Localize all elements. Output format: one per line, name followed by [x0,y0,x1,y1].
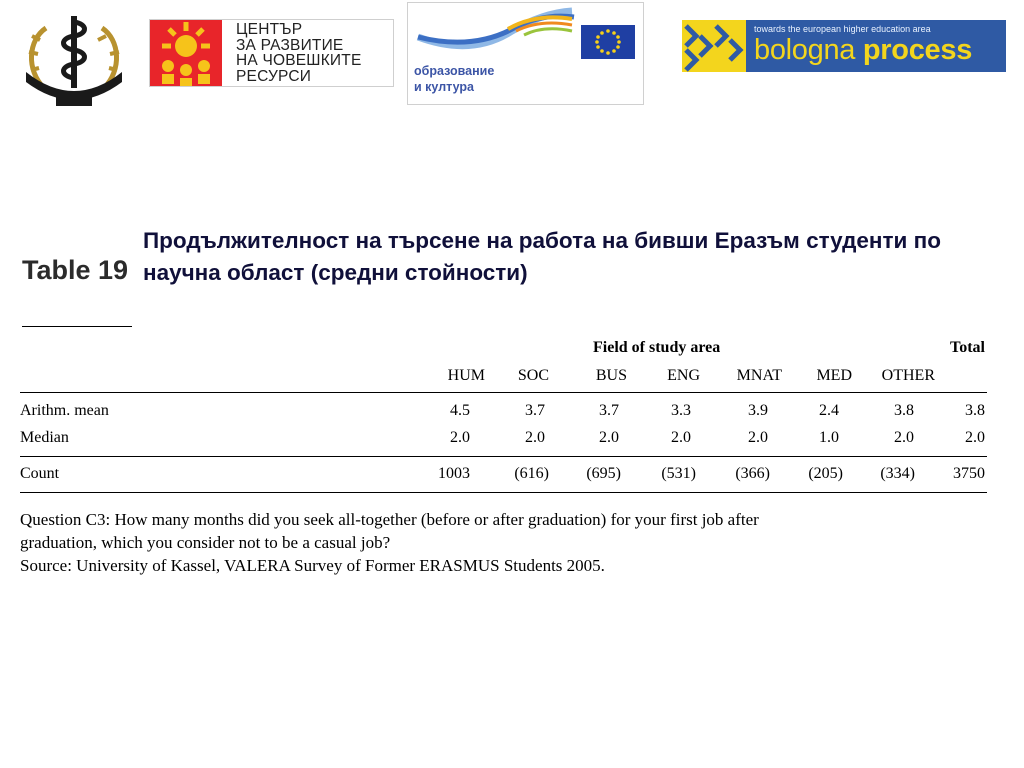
table-column-header-row [20,367,987,389]
caption-question-line: graduation, which you consider not to be a casual job? [20,533,391,552]
short-divider [22,326,132,327]
summary-divider [20,456,987,457]
column-header: OTHER [881,367,935,384]
table-cell: (695) [586,465,621,482]
table-cell-total: 2.0 [965,429,985,446]
column-header: SOC [517,367,549,384]
table-cell: 1003 [438,465,470,482]
eu-flag-icon [581,25,635,59]
header-divider [20,392,987,393]
education-culture-logo [407,2,644,105]
table-cell-total: 3.8 [965,402,985,419]
edu-logo-line: образование [414,64,495,78]
arrows-pattern-icon [682,20,746,72]
row-label: Median [20,429,69,446]
hrdc-logo-text [236,22,361,84]
sun-figures-icon [150,20,222,86]
table-cell: 1.0 [819,429,839,446]
process-word: process [862,34,973,66]
table-row [20,465,987,487]
table-cell: 2.0 [599,429,619,446]
edu-logo-line: и култура [414,80,474,94]
table-row [20,402,987,424]
hrdc-line: ЦЕНТЪР [236,21,303,38]
university-emblem-logo [18,10,130,110]
ribbon-swoosh-icon [412,7,582,65]
table-cell: (334) [880,465,915,482]
table-cell: (205) [808,465,843,482]
column-header: ENG [667,367,700,384]
column-header: MED [816,367,852,384]
slide-title: Продължителност на търсене на работа на бивши Еразъм студенти по научна област (средни стойности) [143,228,941,285]
caption-source-line: Source: University of Kassel, VALERA Survey of Former ERASMUS Students 2005. [20,556,605,575]
table-cell: 3.9 [748,402,768,419]
bologna-word: bologna [754,34,856,66]
table-cell: 2.0 [894,429,914,446]
table-cell: (531) [661,465,696,482]
hrdc-line: ЗА РАЗВИТИЕ [236,36,344,54]
table-cell: 4.5 [450,402,470,419]
table-cell: 3.7 [525,402,545,419]
table-number-label: Table 19 [22,255,129,285]
snake-staff-emblem-icon [18,10,130,110]
row-label: Count [20,465,60,482]
table-cell: 3.3 [671,402,691,419]
hrdc-line: РЕСУРСИ [236,67,312,85]
hrdc-line: НА ЧОВЕШКИТЕ [236,52,362,69]
total-header: Total [950,339,985,356]
table-cell: 2.0 [450,429,470,446]
bologna-wordmark [754,34,972,67]
table-group-header-row [20,339,987,361]
table-bottom-divider [20,492,987,493]
hrdc-logo [149,19,394,87]
column-header: BUS [595,367,627,384]
table-cell: 2.4 [819,402,839,419]
group-header: Field of study area [593,339,721,356]
column-header: HUM [447,367,485,384]
table-caption [20,508,980,577]
table-cell: 3.7 [599,402,619,419]
column-header: MNAT [736,367,782,384]
table-cell: (616) [514,465,549,482]
table-cell-total: 3750 [953,465,985,482]
bologna-tagline: towards the european higher education area [754,24,931,34]
table-cell: 2.0 [671,429,691,446]
table-cell: 2.0 [748,429,768,446]
table-row [20,429,987,451]
table-cell: (366) [735,465,770,482]
table-cell: 3.8 [894,402,914,419]
caption-question-line: Question C3: How many months did you seek all-together (before or after graduation) for your first job after [20,510,759,529]
row-label: Arithm. mean [20,402,109,419]
table-cell: 2.0 [525,429,545,446]
bologna-process-logo [682,20,1006,72]
